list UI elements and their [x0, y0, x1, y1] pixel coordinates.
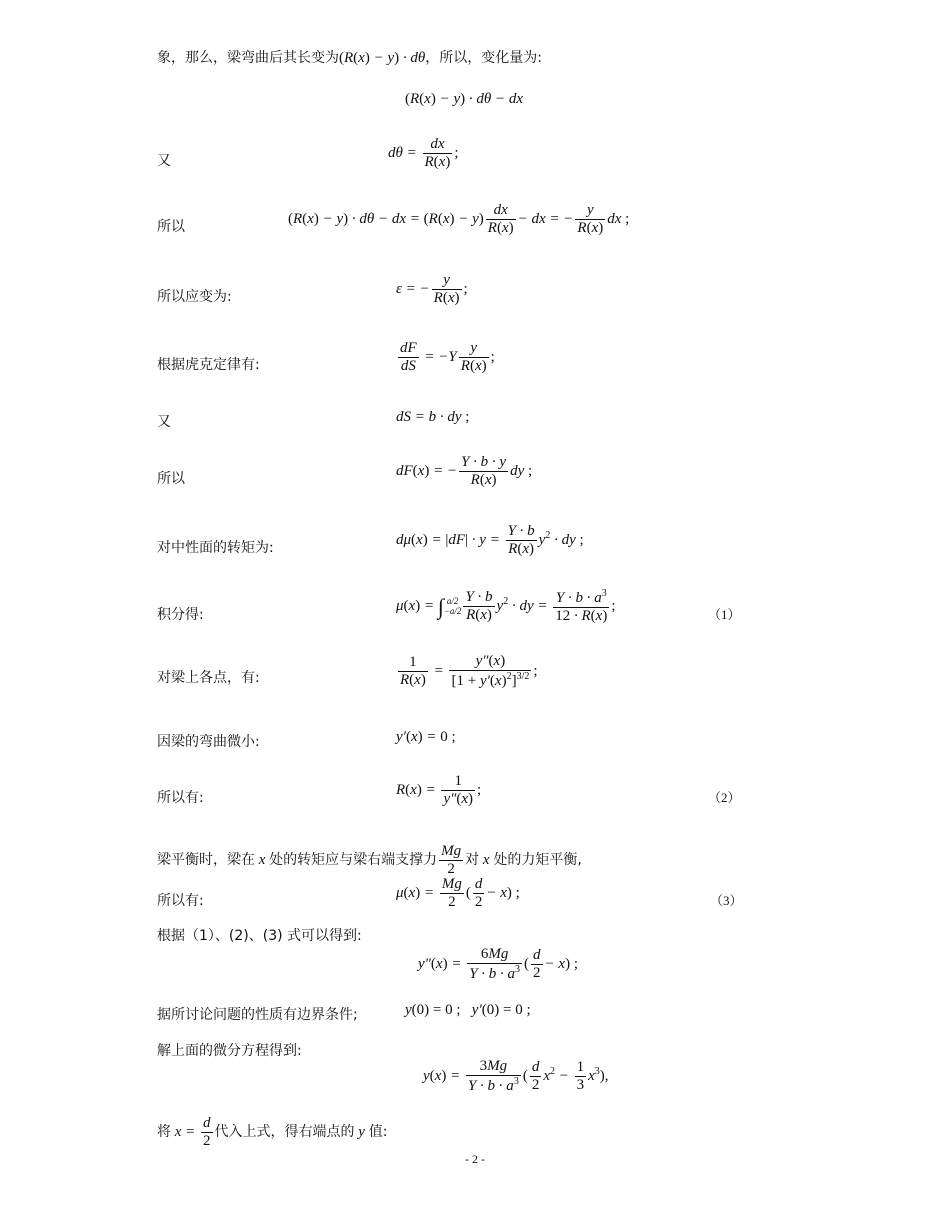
equation-hooke: $\frac{dF}{dS}$ = −Y $\frac{y}{R(x)}$ ; — [400, 340, 495, 375]
label-solve: 解上面的微分方程得到: — [157, 1043, 302, 1059]
label-substitute: 将 x = $\frac{d}{2}$ 代入上式，得右端点的 y 值: — [157, 1115, 388, 1150]
equation-number-3: （3） — [710, 893, 743, 908]
balance-text-a: 梁平衡时，梁在 — [157, 852, 255, 869]
label-hooke: 根据虎克定律有: — [157, 357, 260, 373]
substitute-text-b: 代入上式，得右端点的 — [214, 1124, 355, 1141]
label-torque: 对中性面的转矩为: — [157, 540, 274, 556]
label-strain: 所以应变为: — [157, 289, 232, 305]
label-suoyi-1: 所以 — [157, 219, 185, 235]
page-number: - 2 - — [465, 1152, 485, 1166]
intro-text: 象，那么，梁弯曲后其长变为(R(x) − y) · dθ，所以，变化量为: — [157, 50, 542, 66]
label-balance: 梁平衡时，梁在 x 处的转矩应与梁右端支撑力 $\frac{Mg}{2}$ 对 x 处的力矩平衡, — [157, 843, 582, 878]
equation-number-1: （1） — [708, 607, 741, 622]
equation-integral: μ(x) = ∫ a/2 −a/2 $\frac{Y \cdot b}{R(x)}$ $y^2$ · dy = $\frac{Y \cdot b \cdot a^3}{12 \cdot R(x)}$ ; — [396, 588, 616, 625]
equation-strain: ε = − $\frac{y}{R(x)}$ ; — [396, 272, 468, 307]
equation-change: (R(x) − y) · dθ − dx — [405, 91, 524, 107]
label-suoyi-2: 所以 — [157, 471, 185, 487]
equation-df: dF(x) = − $\frac{Y \cdot b \cdot y}{R(x)}$ dy ; — [396, 454, 533, 489]
intro-tail: ，所以，变化量为: — [425, 50, 542, 66]
equation-solution: y(x) = $\frac{3Mg}{Y \cdot b \cdot a^3}$ ( $\frac{d}{2}$ $x^2$ − $\frac{1}{3}$ $x^3$), — [423, 1058, 609, 1095]
balance-text-b: 处的转矩应与梁右端支撑力 — [269, 852, 438, 869]
substitute-text-a: 将 — [157, 1124, 171, 1141]
label-so-2: 所以有: — [157, 893, 204, 909]
label-small: 因梁的弯曲微小: — [157, 734, 260, 750]
label-integral: 积分得: — [157, 607, 204, 623]
equation-number-2: （2） — [708, 790, 741, 805]
equation-moment: μ(x) = $\frac{Mg}{2}$ ( $\frac{d}{2}$ − x) ; — [396, 876, 520, 911]
label-from: 根据（1）、(2)、(3) 式可以得到: — [157, 928, 362, 944]
label-boundary: 据所讨论问题的性质有边界条件; — [157, 1007, 358, 1023]
balance-text-c: 对 — [465, 852, 480, 869]
equation-torque: dμ(x) = |dF| · y = $\frac{Y \cdot b}{R(x)}$ $y^2$ · dy ; — [396, 523, 584, 558]
equation-radius: R(x) = $\frac{1}{y''(x)}$ ; — [396, 773, 482, 808]
label-you-2: 又 — [157, 414, 171, 430]
equation-curvature: $\frac{1}{R(x)}$ = $\frac{y''(x)}{[1 + y'(x)^2]^{3/2}}$ ; — [400, 653, 538, 690]
equation-ds: dS = b · dy ; — [396, 409, 470, 425]
substitute-text-c: 值: — [368, 1124, 388, 1141]
equation-boundary: y(0) = 0 ; y′(0) = 0 ; — [405, 1002, 531, 1018]
label-you-1: 又 — [157, 153, 171, 169]
intro-line: 象，那么，梁弯曲后其长变为 — [157, 50, 339, 66]
label-beam: 对梁上各点，有: — [157, 670, 260, 686]
equation-second-derivative: y″(x) = $\frac{6Mg}{Y \cdot b \cdot a^3}$ ( $\frac{d}{2}$ − x) ; — [418, 946, 578, 983]
equation-dtheta: dθ = $\frac{dx}{R(x)}$ ; — [388, 136, 459, 171]
label-so: 所以有: — [157, 790, 204, 806]
balance-text-d: 处的力矩平衡, — [493, 852, 582, 869]
equation-expansion: (R(x) − y) · dθ − dx = (R(x) − y) $\frac{dx}{R(x)}$ − dx = − $\frac{y}{R(x)}$ dx ; — [288, 202, 630, 237]
equation-small: y′(x) = 0 ; — [396, 729, 456, 745]
